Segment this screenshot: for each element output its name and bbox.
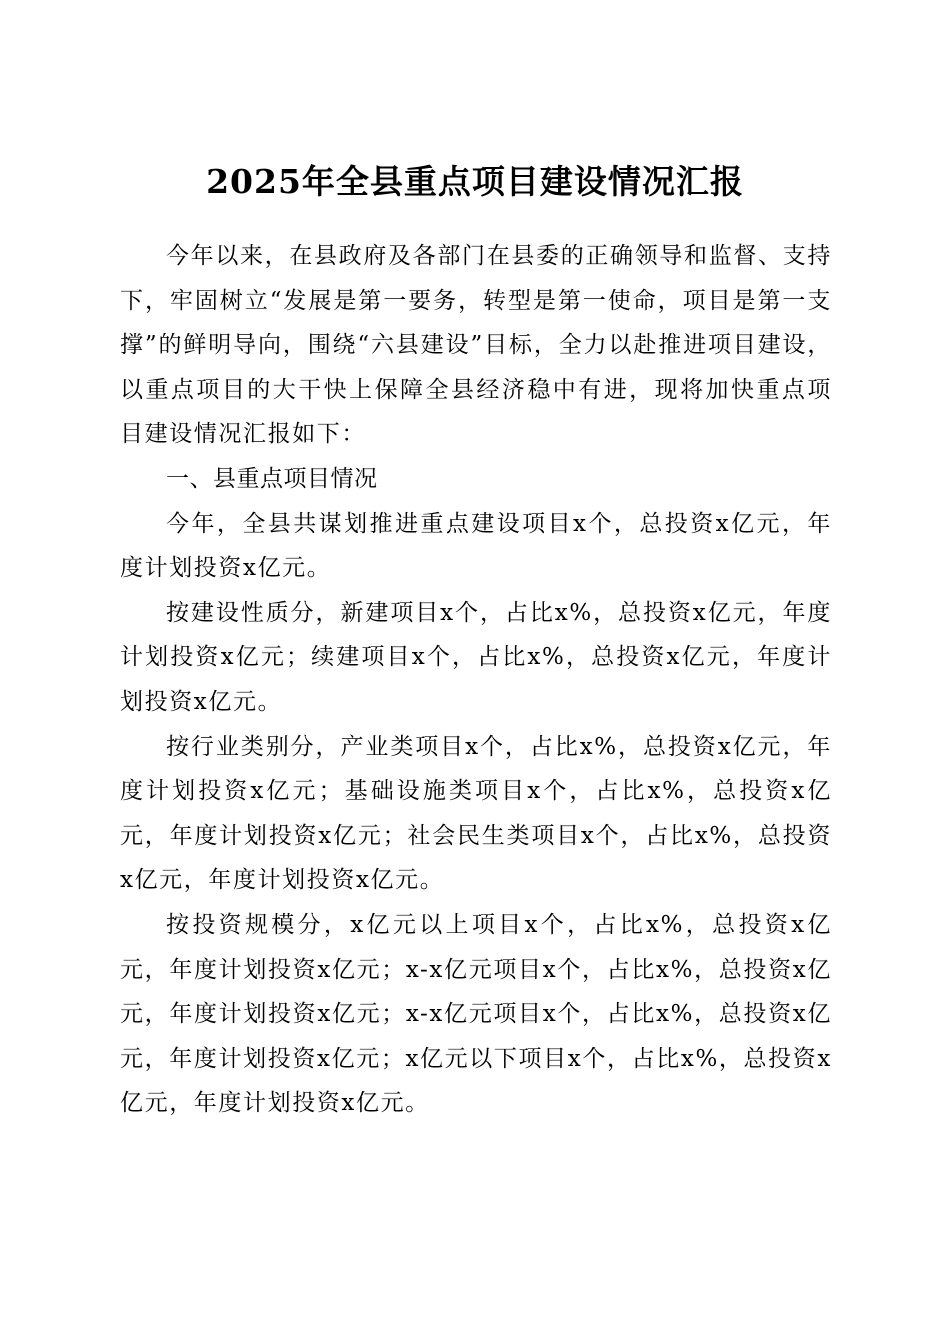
- paragraph-by-scale: 按投资规模分，x亿元以上项目x个，占比x%，总投资x亿元，年度计划投资x亿元；x-x亿元项目x个，占比x%，总投资x亿元，年度计划投资x亿元；x-x亿元项目x个，占比x%，总投资x亿元，年度计划投资x亿元；x亿元以下项目x个，占比x%，总投资x亿元，年度计划投资x亿元。: [120, 911, 832, 1117]
- document-title: 2025年全县重点项目建设情况汇报: [206, 162, 744, 202]
- paragraph-by-nature: 按建设性质分，新建项目x个，占比x%，总投资x亿元，年度计划投资x亿元；续建项目x个，占比x%，总投资x亿元，年度计划投资x亿元。: [120, 599, 832, 715]
- paragraph-by-industry: 按行业类别分，产业类项目x个，占比x%，总投资x亿元，年度计划投资x亿元；基础设施类项目x个，占比x%，总投资x亿元，年度计划投资x亿元；社会民生类项目x个，占比x%，总投资x亿元，年度计划投资x亿元。: [120, 733, 832, 894]
- paragraph-total: 今年，全县共谋划推进重点建设项目x个，总投资x亿元，年度计划投资x亿元。: [120, 510, 832, 582]
- section-heading: 一、县重点项目情况: [166, 465, 378, 492]
- document-body: [120, 234, 832, 1126]
- intro-paragraph: 今年以来，在县政府及各部门在县委的正确领导和监督、支持下，牢固树立“发展是第一要务，转型是第一使命，项目是第一支撑”的鲜明导向，围绕“六县建设”目标，全力以赴推进项目建设，以重点项目的大干快上保障全县经济稳中有进，现将加快重点项目建设情况汇报如下：: [120, 243, 832, 448]
